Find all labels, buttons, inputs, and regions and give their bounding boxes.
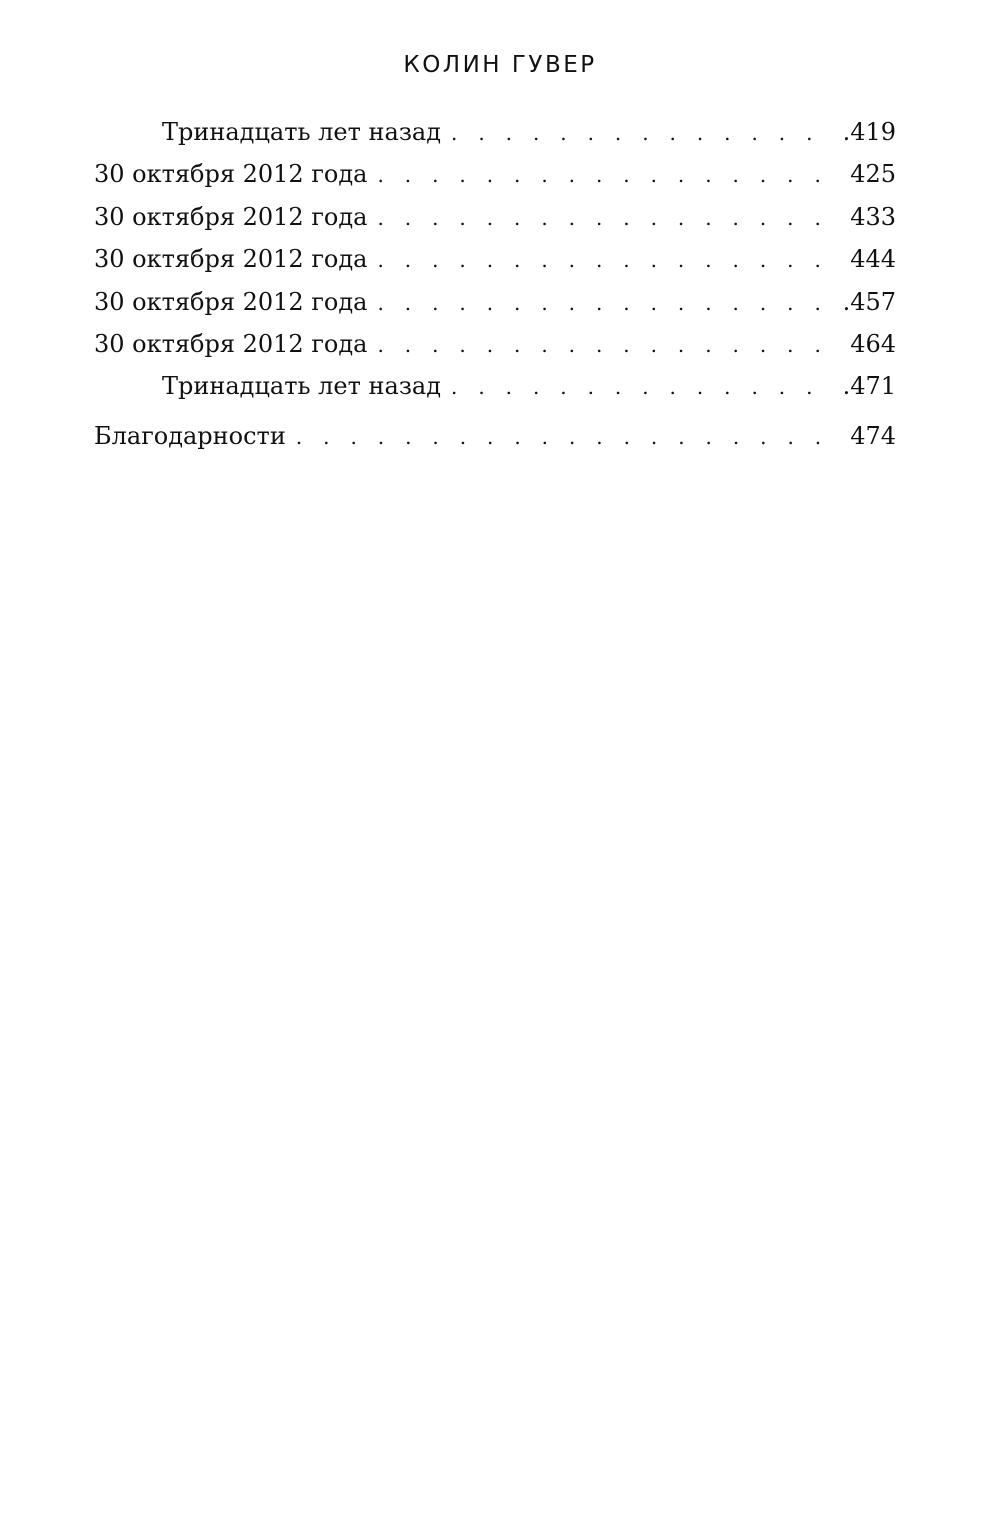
toc-entry: [94, 372, 896, 414]
toc-entry-page: 474: [850, 421, 896, 450]
toc-entry-title: Тринадцать лет назад: [162, 372, 441, 401]
toc-entry-title: 30 октября 2012 года: [94, 245, 368, 274]
toc-entry-title: 30 октября 2012 года: [94, 287, 368, 316]
toc-entry-page: .419: [842, 118, 896, 146]
toc-entry-page: 425: [850, 160, 896, 189]
dot-leader: [377, 206, 842, 230]
table-of-contents: [94, 118, 896, 464]
toc-entry-title: 30 октября 2012 года: [94, 202, 368, 231]
toc-entry-title: 30 октября 2012 года: [94, 329, 368, 358]
dot-leader: [451, 121, 835, 145]
running-header-author: КОЛИН ГУВЕР: [403, 52, 597, 78]
toc-entry-page: 464: [850, 329, 896, 358]
toc-entry: [94, 330, 896, 372]
toc-entry: [94, 160, 896, 202]
toc-entry: [94, 118, 896, 160]
toc-entry-title: Тринадцать лет назад: [162, 118, 441, 146]
toc-entry-page: .471: [842, 372, 896, 401]
toc-entry: [94, 245, 896, 287]
toc-entry-page: 444: [850, 245, 896, 274]
toc-entry: [94, 203, 896, 245]
dot-leader: [296, 425, 842, 449]
dot-leader: [451, 375, 835, 399]
toc-entry-title: 30 октября 2012 года: [94, 160, 368, 189]
dot-leader: [377, 248, 842, 272]
toc-entry: [94, 422, 896, 464]
toc-entry-page: .457: [842, 287, 896, 316]
toc-entry: [94, 288, 896, 330]
dot-leader: [377, 291, 834, 315]
dot-leader: [377, 333, 842, 357]
toc-entry-page: 433: [850, 202, 896, 231]
toc-entry-title: Благодарности: [94, 421, 286, 450]
dot-leader: [377, 163, 842, 187]
